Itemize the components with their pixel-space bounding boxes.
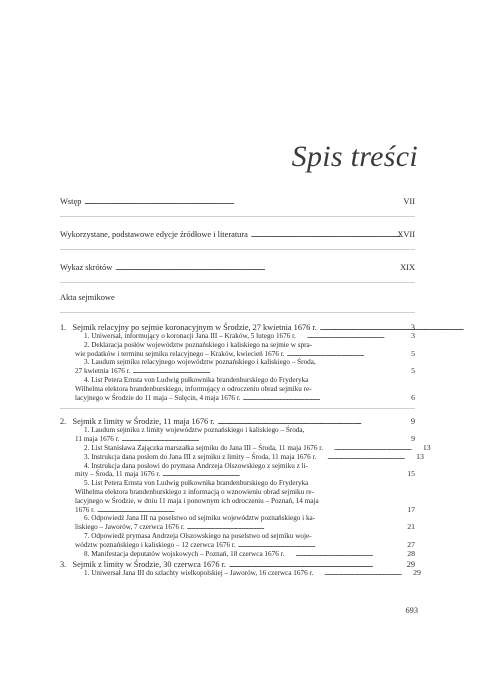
toc-subitem-line: 2. Deklaracja posłów województw poznańskiego i kaliskiego na sejmie w spra-: [84, 340, 313, 349]
dot-leader: [121, 435, 395, 444]
toc-subitem-page: 6: [411, 392, 415, 402]
toc-subitem-page: 17: [407, 504, 415, 514]
toc-subitem-page: 21: [407, 522, 415, 532]
toc-subitem[interactable]: [75, 532, 415, 550]
toc-group-3: [60, 558, 421, 578]
toc-subitem-page: 9: [411, 434, 415, 444]
toc-subitem-line: 1676 r.: [75, 505, 95, 514]
toc-subitem-line: Wilhelma elektora brandenburskiego, informujący o odroczeniu obrad sejmiku re-: [75, 384, 312, 393]
toc-subitem-page: 3: [411, 331, 415, 340]
toc-group-title: Sejmik z limity w Środzie, 11 maja 1676 r.: [72, 417, 215, 427]
toc-subitem[interactable]: [75, 462, 415, 480]
toc-subitem-line: 3. Laudum sejmiku relacyjnego województw poznańskiego i kaliskiego – Środa,: [84, 358, 316, 367]
toc-subitem[interactable]: [75, 442, 431, 453]
toc-group-number: 3.: [60, 560, 67, 570]
toc-subitem-line: wie podatków i terminu sejmiku relacyjnego – Kraków, kwiecień 1676 r.: [75, 349, 285, 358]
dot-leader: [133, 367, 396, 376]
toc-subitem[interactable]: [75, 376, 415, 402]
dot-leader: [238, 541, 395, 550]
toc-subitem-line: 4. Instrukcja dana posłowi do prymasa Andrzeja Olszowskiego z sejmiku z li-: [84, 461, 308, 470]
dot-leader: [84, 197, 394, 206]
toc-subitem-line: 4. List Petera Ernsta von Ludwig pułkownika brandenburskiego do Fryderyka: [84, 375, 309, 384]
toc-subitem-line: wództw poznańskiego i kaliskiego – 12 czerwca 1676 r.: [75, 540, 236, 549]
dot-leader: [315, 569, 401, 578]
toc-subitem-page: 29: [413, 568, 421, 578]
toc-entry-label: Wykorzystane, podstawowe edycje źródłowe i literatura: [60, 230, 248, 239]
toc-group-label: [60, 323, 317, 332]
toc-subitems: [60, 426, 431, 558]
toc-entry-literatura[interactable]: [60, 227, 415, 239]
toc-group-number: 1.: [60, 323, 67, 332]
toc-subitem[interactable]: [75, 341, 415, 359]
toc-subitem-line: Wilhelma elektora brandenburskiego z informacją o wznowieniu obrad sejmiku re-: [75, 487, 315, 496]
toc-group-heading[interactable]: [60, 321, 415, 332]
toc-subitem-line: 1. Uniwersał, informujący o koronacji Jana III – Kraków, 5 lutego 1676 r.: [84, 332, 296, 340]
dot-leader: [251, 230, 394, 239]
toc-entry-skroty[interactable]: [60, 260, 415, 272]
toc-subitem-line: lacyjnego w Środzie do 11 maja – Sulęcin, 4 maja 1676 r.: [75, 393, 241, 402]
toc-group-title: Sejmik z limity w Środzie, 30 czerwca 1676 r.: [72, 560, 226, 570]
toc-subitem-line: 1. Laudum sejmiku z limity województw poznańskiego i kaliskiego – Środa,: [84, 426, 305, 435]
table-of-contents: [60, 190, 431, 578]
dot-leader: [318, 453, 404, 462]
dot-leader: [187, 523, 395, 532]
toc-subitem[interactable]: [75, 358, 415, 376]
dot-leader: [162, 470, 395, 479]
dot-leader: [320, 323, 394, 332]
toc-group-label: [60, 560, 226, 569]
toc-subitem-line: 27 kwietnia 1676 r.: [75, 367, 131, 376]
toc-group-page: 3: [410, 323, 415, 332]
toc-subitem[interactable]: [75, 568, 421, 578]
toc-entry-page: XIX: [400, 263, 415, 272]
toc-subitem[interactable]: [75, 332, 415, 341]
toc-subitem-line: liskiego – Jaworów, 7 czerwca 1676 r.: [75, 523, 185, 532]
toc-group-2: [60, 415, 431, 558]
toc-entry-label: Wykaz skrótów: [60, 263, 113, 272]
toc-subitems: [60, 332, 415, 402]
toc-subitem-line: lacyjnego w Środzie, w dniu 11 maja i ponownym ich odroczeniu – Poznań, 14 maja: [75, 496, 319, 505]
toc-entry-label: Wstęp: [60, 197, 82, 206]
toc-subitem-line: 7. Odpowiedź prymasa Andrzeja Olszowskiego na poselstwo od sejmiku woje-: [84, 531, 312, 540]
dot-leader: [229, 560, 394, 569]
toc-subitem-line: 5. List Petera Ernsta von Ludwig pułkownika brandenburskiego do Fryderyka: [84, 479, 309, 488]
toc-group-label: [60, 417, 215, 426]
toc-subitem-page: 28: [407, 548, 415, 558]
toc-group-heading[interactable]: [60, 415, 415, 426]
dot-leader: [218, 417, 394, 426]
toc-subitem-line: 11 maja 1676 r.: [75, 435, 120, 444]
toc-subitem-page: 5: [411, 366, 415, 376]
toc-subitem[interactable]: [75, 426, 415, 444]
toc-subitem-page: 15: [407, 469, 415, 479]
toc-group-title: Sejmik relacyjny po sejmie koronacyjnym w Środzie, 27 kwietnia 1676 r.: [72, 323, 317, 332]
toc-entry-wstep[interactable]: [60, 194, 415, 206]
toc-group-page: 29: [406, 560, 415, 570]
dot-leader: [97, 506, 395, 515]
dot-leader: [325, 444, 411, 453]
toc-subitems: [60, 568, 421, 578]
toc-subitem-line: 3. Instrukcja dana posłom do Jana III z sejmiku z limity – Środa, 11 maja 1676 r.: [84, 452, 317, 461]
toc-subitem-page: 27: [407, 539, 415, 549]
toc-subitem-line: 8. Manifestacja deputatów wojskowych – Poznań, 18 czerwca 1676 r.: [84, 549, 285, 558]
toc-subitem-page: 13: [422, 442, 431, 452]
toc-subitem[interactable]: [75, 550, 415, 559]
toc-group-page: 9: [410, 417, 415, 427]
dot-leader: [298, 332, 395, 341]
dot-leader: [243, 394, 395, 403]
toc-subitem[interactable]: [75, 479, 415, 514]
toc-entry-page: XVII: [397, 230, 415, 239]
toc-subitem[interactable]: [75, 451, 424, 462]
toc-subitem-line: 6. Odpowiedź Jana III na poselstwo od sejmiku województw poznańskiego i ka-: [84, 514, 316, 523]
toc-group-1: [60, 321, 415, 402]
toc-entry-page: VII: [403, 197, 415, 206]
dot-leader: [115, 263, 394, 272]
section-heading: Akta sejmikowe: [60, 293, 115, 302]
toc-subitem-line: mity – Środa, 11 maja 1676 r.: [75, 470, 161, 479]
toc-subitem[interactable]: [75, 514, 415, 532]
toc-group-number: 2.: [60, 417, 67, 427]
page-title: Spis treści: [291, 140, 418, 173]
toc-subitem-line: 1. Uniwersał Jana III do szlachty wielkopolskiej – Jaworów, 16 czerwca 1676 r.: [84, 569, 314, 578]
page-number: 693: [405, 606, 418, 615]
toc-subitem-page: 13: [416, 451, 424, 461]
toc-group-heading[interactable]: [60, 558, 415, 569]
toc-subitem-line: 2. List Stanisława Zajączka marszałka sejmiku do Jana III – Środa, 11 maja 1676 r.: [84, 443, 324, 452]
dot-leader: [286, 550, 395, 559]
toc-subitem-page: 5: [411, 348, 415, 358]
